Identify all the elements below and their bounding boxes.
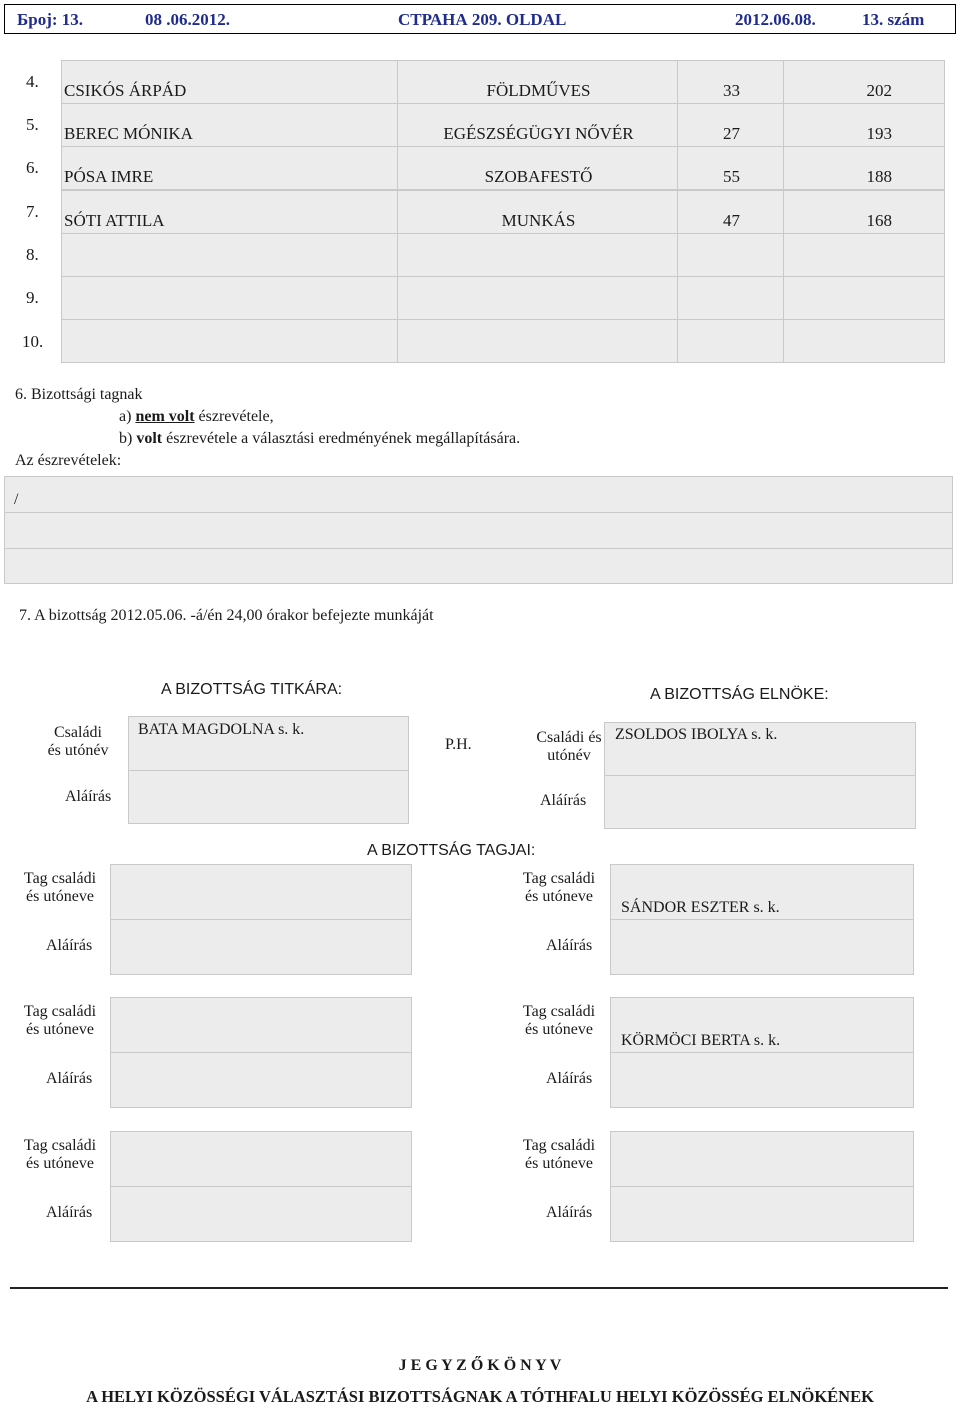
member-occupation-text: MUNKÁS bbox=[501, 211, 576, 230]
remarks-field-1[interactable] bbox=[4, 476, 953, 513]
row-number: 7. bbox=[26, 202, 39, 221]
president-signature-label: Aláírás bbox=[540, 792, 587, 809]
member-occupation-cell[interactable] bbox=[397, 233, 678, 277]
member-age-text: 47 bbox=[723, 211, 740, 230]
secretary-signature-field[interactable] bbox=[128, 770, 409, 824]
member-name-field[interactable] bbox=[610, 1131, 914, 1187]
remarks-label: Az észrevételek: bbox=[15, 452, 122, 469]
member-name-text: BEREC MÓNIKA bbox=[64, 124, 193, 143]
member-age-text: 55 bbox=[723, 167, 740, 186]
secretary-name-label: Családi és utónév bbox=[47, 724, 109, 759]
member-id-text: 202 bbox=[866, 81, 892, 100]
president-name: ZSOLDOS IBOLYA s. k. bbox=[615, 726, 778, 743]
members-title: A BIZOTTSÁG TAGJAI: bbox=[367, 842, 536, 859]
member-occupation-cell[interactable] bbox=[397, 103, 678, 147]
president-name-field[interactable] bbox=[604, 722, 916, 776]
section6-option-b: b) volt észrevétele a választási eredményének megállapítására. bbox=[119, 430, 521, 447]
member-id-cell[interactable] bbox=[783, 103, 945, 147]
option-a-bold: nem volt bbox=[135, 408, 195, 425]
member-id-cell[interactable] bbox=[783, 233, 945, 277]
member-signature-field[interactable] bbox=[110, 1186, 412, 1242]
document-title: J E G Y Z Ő K Ö N Y V bbox=[398, 1357, 562, 1374]
member-age-cell[interactable] bbox=[677, 190, 784, 234]
member-name-label: Tag családi és utóneve bbox=[522, 1137, 596, 1172]
member-id-text: 168 bbox=[866, 211, 892, 230]
member-name-text: PÓSA IMRE bbox=[64, 167, 154, 186]
member-occupation-cell[interactable] bbox=[397, 276, 678, 320]
president-name-label: Családi és utónév bbox=[536, 729, 602, 764]
member-occupation-text: SZOBAFESTŐ bbox=[484, 167, 593, 186]
member-occupation-text: EGÉSZSÉGÜGYI NŐVÉR bbox=[443, 124, 634, 143]
member-age-cell[interactable] bbox=[677, 233, 784, 277]
member-name-field[interactable] bbox=[610, 864, 914, 920]
member-age-cell[interactable] bbox=[677, 103, 784, 147]
member-occupation-text: FÖLDMŰVES bbox=[486, 81, 591, 100]
member-name-text: CSIKÓS ÁRPÁD bbox=[64, 81, 187, 100]
page-number: СТРАНА 209. OLDAL bbox=[398, 10, 567, 29]
member-name-field[interactable] bbox=[110, 997, 412, 1053]
president-title: A BIZOTTSÁG ELNÖKE: bbox=[650, 686, 829, 703]
member-name-text: SÓTI ATTILA bbox=[64, 211, 165, 230]
member-name-cell[interactable] bbox=[61, 146, 398, 190]
member-signature-label: Aláírás bbox=[546, 1204, 593, 1221]
member-signature-label: Aláírás bbox=[46, 937, 93, 954]
header-date-right: 2012.06.08. bbox=[735, 10, 816, 29]
remarks-value: / bbox=[14, 491, 19, 508]
member-name-cell[interactable] bbox=[61, 190, 398, 234]
member-signature-field[interactable] bbox=[110, 919, 412, 975]
member-signature-field[interactable] bbox=[610, 1186, 914, 1242]
member-signature-label: Aláírás bbox=[546, 1070, 593, 1087]
member-id-text: 193 bbox=[866, 124, 892, 143]
member-name-cell[interactable] bbox=[61, 319, 398, 363]
issue-number-hu: 13. szám bbox=[862, 10, 925, 29]
member-id-text: 188 bbox=[866, 167, 892, 186]
footer-divider bbox=[10, 1287, 948, 1289]
member-name-cell[interactable] bbox=[61, 60, 398, 104]
row-number: 5. bbox=[26, 115, 39, 134]
member-name-field[interactable] bbox=[110, 864, 412, 920]
member-age-text: 27 bbox=[723, 124, 740, 143]
remarks-field-3[interactable] bbox=[4, 548, 953, 584]
member-id-cell[interactable] bbox=[783, 146, 945, 190]
member-name-label: Tag családi és utóneve bbox=[23, 1137, 97, 1172]
section6-title: 6. Bizottsági tagnak bbox=[15, 386, 143, 403]
member-name-field[interactable] bbox=[610, 997, 914, 1053]
member-id-cell[interactable] bbox=[783, 276, 945, 320]
row-number: 10. bbox=[22, 332, 44, 351]
header-date-left: 08 .06.2012. bbox=[145, 10, 230, 29]
member-occupation-cell[interactable] bbox=[397, 146, 678, 190]
member-name-cell[interactable] bbox=[61, 276, 398, 320]
member-name-label: Tag családi és utóneve bbox=[23, 870, 97, 905]
member-age-text: 33 bbox=[723, 81, 740, 100]
member-occupation-cell[interactable] bbox=[397, 190, 678, 234]
option-b-bold: volt bbox=[136, 430, 163, 447]
member-signature-field[interactable] bbox=[610, 919, 914, 975]
member-name-label: Tag családi és utóneve bbox=[522, 1003, 596, 1038]
member-id-cell[interactable] bbox=[783, 60, 945, 104]
member-name-label: Tag családi és utóneve bbox=[522, 870, 596, 905]
member-signature-label: Aláírás bbox=[546, 937, 593, 954]
document-subtitle: A HELYI KÖZÖSSÉGI VÁLASZTÁSI BIZOTTSÁGNAK A TÓTHFALU HELYI KÖZÖSSÉG ELNÖKÉNEK bbox=[86, 1387, 874, 1406]
section6-option-a: a) nem volt észrevétele, bbox=[119, 408, 274, 425]
member-name: SÁNDOR ESZTER s. k. bbox=[621, 899, 780, 916]
member-id-cell[interactable] bbox=[783, 190, 945, 234]
member-age-cell[interactable] bbox=[677, 146, 784, 190]
member-name-field[interactable] bbox=[110, 1131, 412, 1187]
member-age-cell[interactable] bbox=[677, 60, 784, 104]
member-age-cell[interactable] bbox=[677, 319, 784, 363]
member-age-cell[interactable] bbox=[677, 276, 784, 320]
member-name-cell[interactable] bbox=[61, 233, 398, 277]
stamp-label: P.H. bbox=[445, 736, 472, 753]
secretary-name-field[interactable] bbox=[128, 716, 409, 771]
row-number: 9. bbox=[26, 288, 39, 307]
secretary-name: BATA MAGDOLNA s. k. bbox=[138, 721, 305, 738]
row-number: 4. bbox=[26, 72, 39, 91]
member-signature-field[interactable] bbox=[110, 1052, 412, 1108]
member-occupation-cell[interactable] bbox=[397, 60, 678, 104]
remarks-field-2[interactable] bbox=[4, 512, 953, 549]
member-signature-label: Aláírás bbox=[46, 1070, 93, 1087]
row-number: 6. bbox=[26, 158, 39, 177]
issue-number: Број: 13. bbox=[17, 10, 84, 29]
page-header bbox=[4, 4, 956, 34]
member-occupation-cell[interactable] bbox=[397, 319, 678, 363]
member-name: KÖRMÖCI BERTA s. k. bbox=[621, 1032, 781, 1049]
president-signature-field[interactable] bbox=[604, 775, 916, 829]
member-id-cell[interactable] bbox=[783, 319, 945, 363]
section7-text: 7. A bizottság 2012.05.06. -á/én 24,00 órakor befejezte munkáját bbox=[19, 607, 434, 624]
secretary-signature-label: Aláírás bbox=[65, 788, 112, 805]
member-name-cell[interactable] bbox=[61, 103, 398, 147]
member-signature-field[interactable] bbox=[610, 1052, 914, 1108]
secretary-title: A BIZOTTSÁG TITKÁRA: bbox=[161, 681, 343, 698]
member-signature-label: Aláírás bbox=[46, 1204, 93, 1221]
member-name-label: Tag családi és utóneve bbox=[23, 1003, 97, 1038]
row-number: 8. bbox=[26, 245, 39, 264]
